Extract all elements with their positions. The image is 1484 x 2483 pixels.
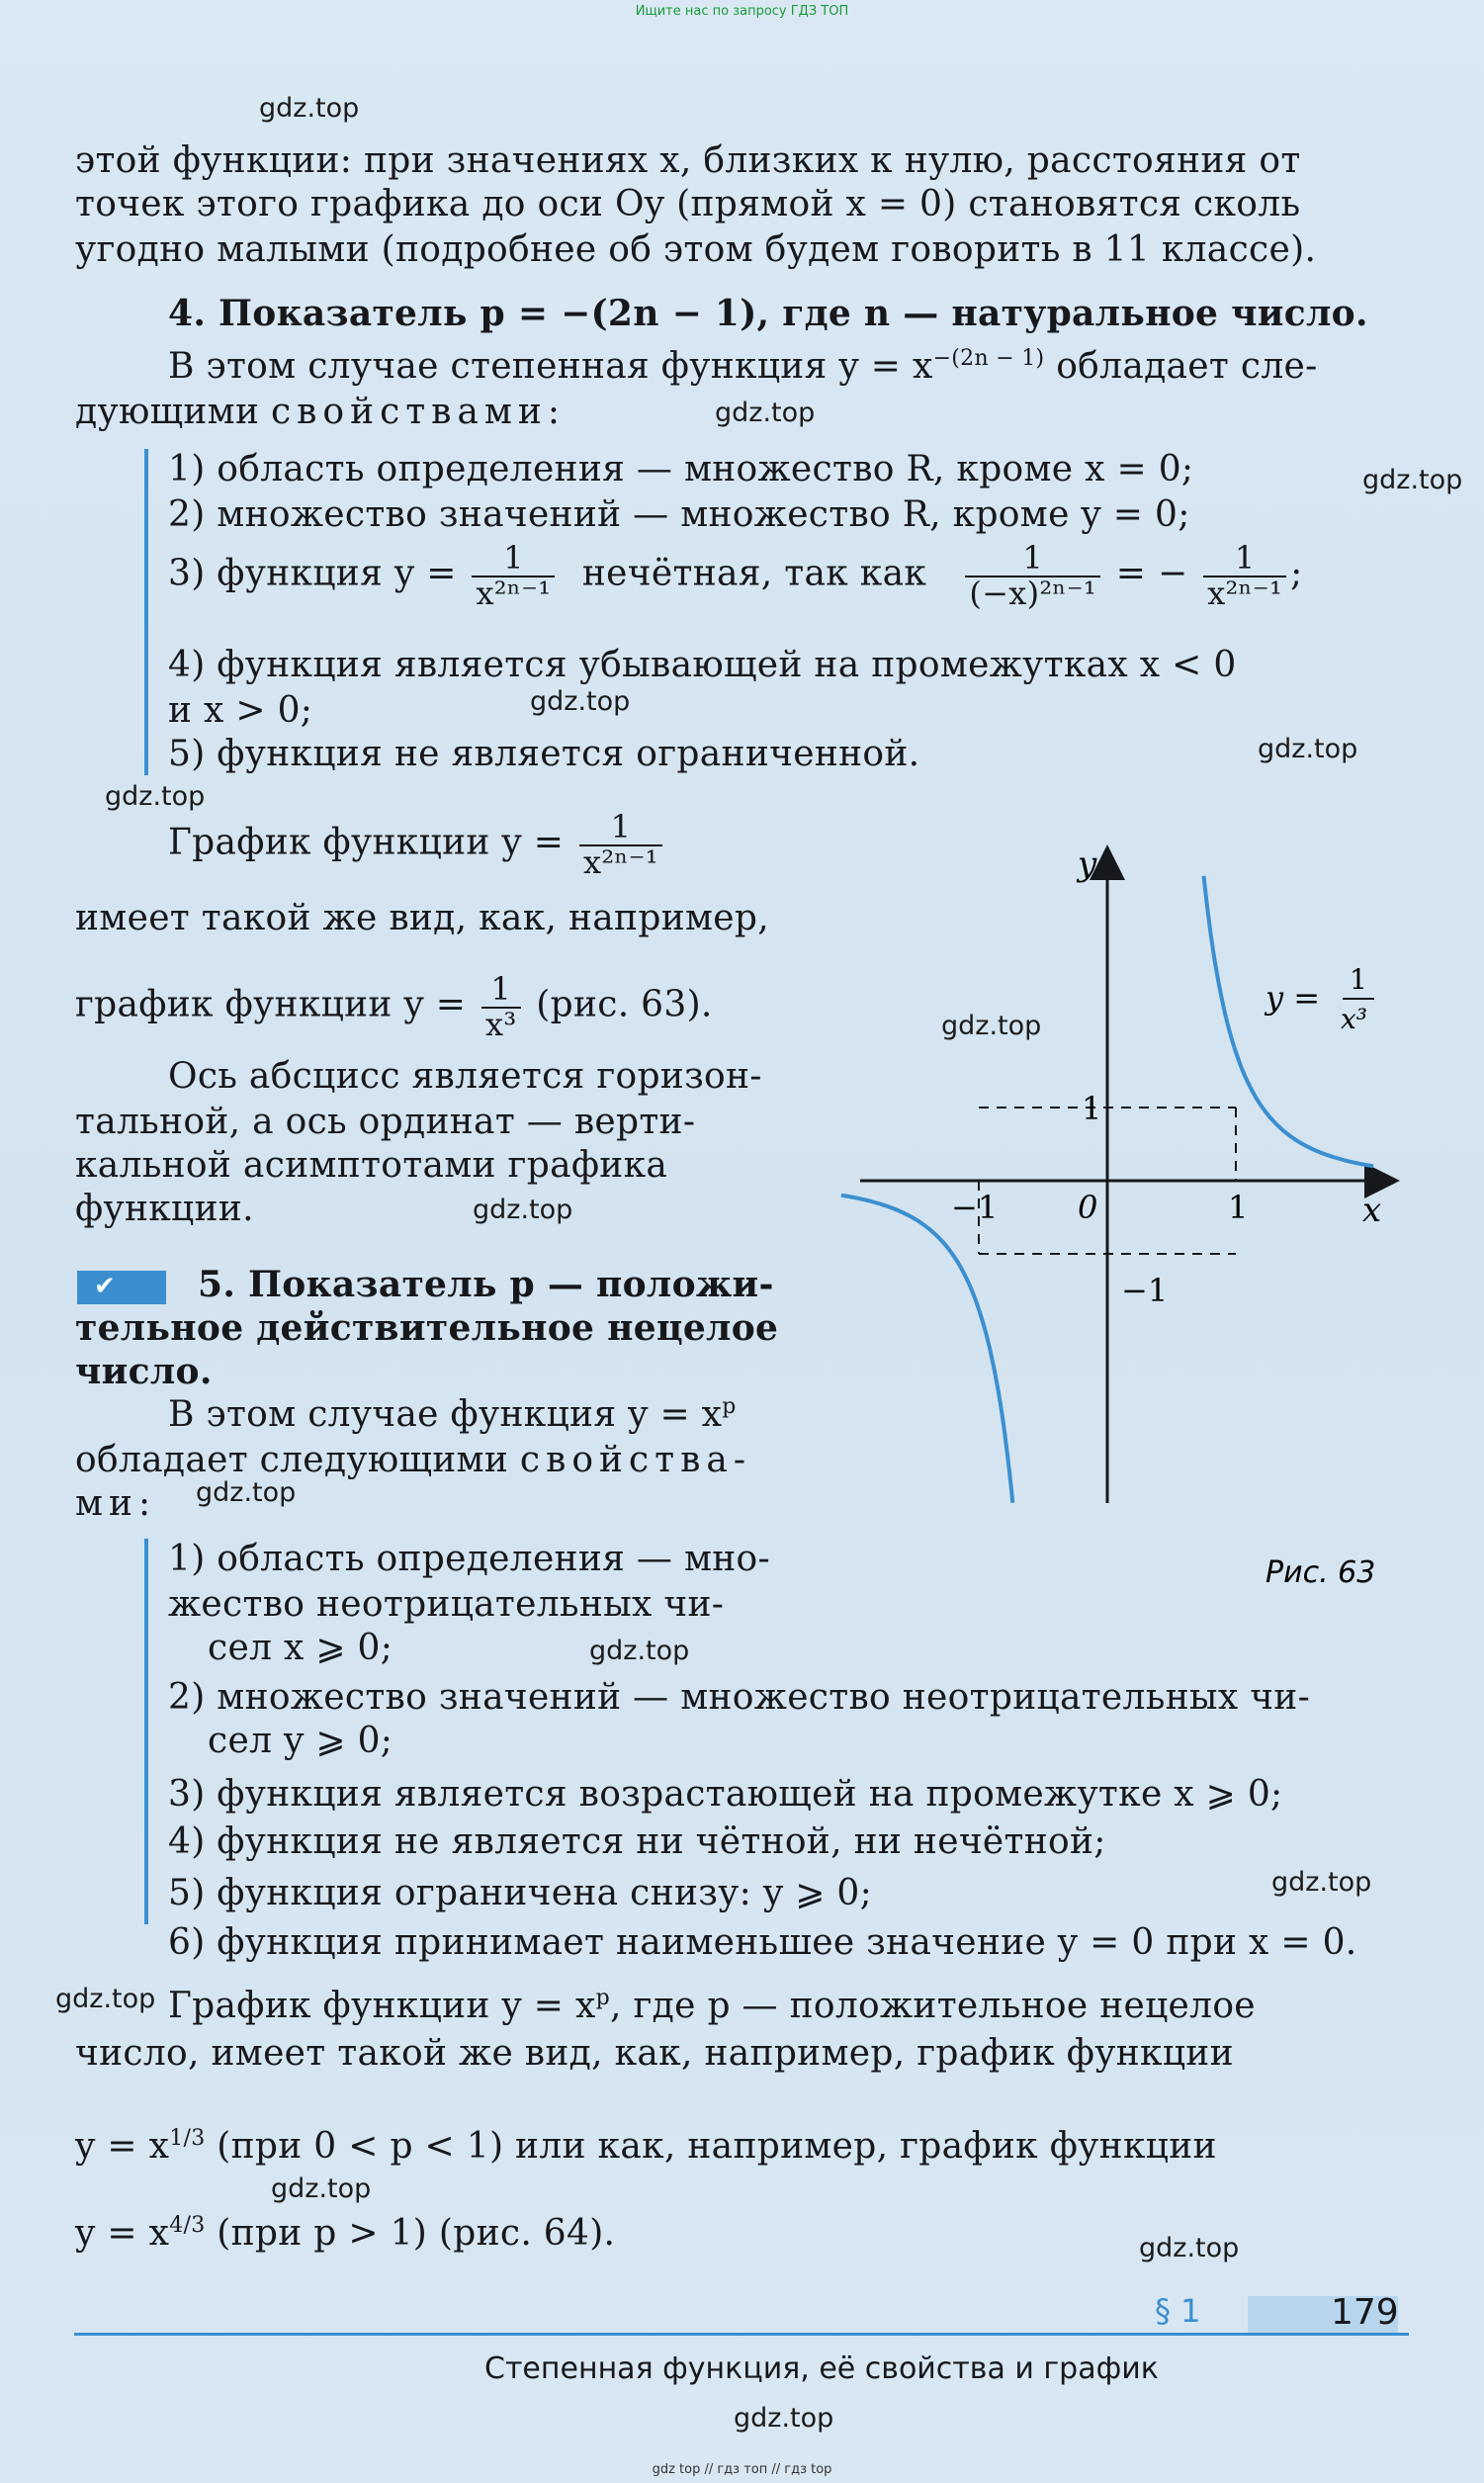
watermark: gdz.top: [1271, 1867, 1372, 1898]
tick-label: −1: [1121, 1272, 1169, 1309]
property-item: 3) функция является возрастающей на промежутке x ⩾ 0;: [168, 1774, 1283, 1815]
x-axis-label: x: [1362, 1191, 1382, 1230]
property-item: и x > 0;: [168, 690, 313, 731]
running-title: Степенная функция, её свойства и график: [484, 2351, 1159, 2386]
text-line: этой функции: при значениях x, близких к нулю, расстояния от: [75, 140, 1301, 181]
section-heading-4: 4. Показатель p = −(2n − 1), где n — натуральное число.: [168, 293, 1368, 334]
watermark: gdz.top: [473, 1195, 573, 1225]
top-banner[interactable]: Ищите нас по запросу ГДЗ ТОП: [635, 4, 849, 19]
curve-label: y =: [1266, 979, 1321, 1017]
text-line: ми:: [75, 1483, 157, 1524]
curve-label-den: x³: [1341, 1003, 1368, 1035]
text-line: кальной асимптотами графика: [75, 1145, 668, 1186]
property-item: 2) множество значений — множество R, кроме y = 0;: [168, 494, 1190, 535]
property-item: жество неотрицательных чи-: [168, 1584, 725, 1625]
figure-63: [840, 831, 1414, 1622]
property-item: 2) множество значений — множество неотрицательных чи-: [168, 1677, 1311, 1718]
watermark: gdz.top: [589, 1636, 690, 1666]
watermark: gdz.top: [55, 1984, 156, 2014]
text-line: Ось абсцисс является горизон-: [168, 1056, 762, 1097]
property-item: 4) функция является убывающей на промежутках x < 0: [168, 645, 1237, 685]
bottom-banner[interactable]: gdz top // гдз топ // гдз top: [652, 2462, 832, 2477]
watermark: gdz.top: [1362, 465, 1463, 495]
fraction: $\frac{1}{\text{x²ⁿ⁻¹}}$: [579, 811, 662, 879]
text-line: $y = x^{1/3}$ (при 0 < p < 1) или как, например, график функции: [75, 2126, 1217, 2167]
fraction: $\frac{1}{\text{x²ⁿ⁻¹}}$: [472, 542, 555, 610]
section-heading-5: число.: [75, 1351, 213, 1392]
property-item: 5) функция не является ограниченной.: [168, 734, 920, 774]
text-line: В этом случае степенная функция $y = x^{-(2n - 1)}$ обладает сле-: [168, 346, 1318, 387]
properties-bar: [144, 449, 148, 775]
text-line: В этом случае функция $y = x^p$: [168, 1394, 737, 1435]
watermark: gdz.top: [715, 398, 816, 428]
fraction: $\frac{1}{\text{x²ⁿ⁻¹}}$: [1203, 542, 1286, 610]
watermark: gdz.top: [1139, 2233, 1240, 2263]
properties-bar: [144, 1539, 148, 1924]
text-line: График функции $y = x^p$, где p — положительное нецелое: [168, 1986, 1256, 2026]
text-line: $y = x^{4/3}$ (при p > 1) (рис. 64).: [75, 2213, 616, 2254]
property-item: 1) область определения — мно-: [168, 1539, 770, 1579]
watermark: gdz.top: [196, 1477, 297, 1508]
watermark: gdz.top: [941, 1011, 1042, 1041]
text-line: дующими свойствами:: [75, 392, 567, 432]
page-number: 179: [1331, 2292, 1399, 2333]
watermark: gdz.top: [530, 686, 631, 717]
tick-label: −1: [951, 1189, 999, 1226]
figure-caption: Рис. 63: [1266, 1555, 1376, 1590]
watermark: gdz.top: [105, 781, 206, 812]
section-marker: § 1: [1155, 2292, 1201, 2330]
checkmark-icon: ✔: [94, 1272, 116, 1301]
curve-negative: [841, 1196, 1012, 1503]
text-line: тальной, а ось ординат — верти-: [75, 1102, 696, 1142]
property-item: 1) область определения — множество R, кроме x = 0;: [168, 449, 1194, 489]
fraction: $\frac{1}{\text{(−x)²ⁿ⁻¹}}$: [965, 542, 1100, 610]
y-axis-label: y: [1078, 844, 1097, 884]
tick-label: 1: [1228, 1189, 1249, 1226]
origin-label: 0: [1078, 1189, 1098, 1226]
text-line: угодно малыми (подробнее об этом будем говорить в 11 классе).: [75, 229, 1317, 270]
text-line: число, имеет такой же вид, как, например, график функции: [75, 2033, 1234, 2074]
watermark: gdz.top: [271, 2173, 372, 2204]
text-line: функции.: [75, 1189, 254, 1229]
curve-label-num: 1: [1350, 963, 1367, 996]
text-line: График функции y = $\frac{1}{\text{x²ⁿ⁻¹}}$: [168, 811, 666, 879]
text-line: график функции y = $\frac{1}{\text{x³}}$ (рис. 63).: [75, 970, 713, 1043]
watermark: gdz.top: [259, 93, 360, 124]
section-heading-5: 5. Показатель p — положи-: [198, 1264, 774, 1305]
advanced-marker: [77, 1271, 166, 1304]
property-item: сел x ⩾ 0;: [208, 1628, 393, 1668]
property-item: 3) функция y = $\frac{1}{\text{x²ⁿ⁻¹}}$ нечётная, так как $\frac{1}{\text{(−x)²ⁿ⁻¹}}$ = − $\frac{1}{\text{x²ⁿ⁻¹}}$ ;: [168, 539, 1303, 612]
tick-label: 1: [1082, 1090, 1102, 1127]
watermark: gdz.top: [1258, 734, 1358, 764]
watermark: gdz.top: [734, 2403, 834, 2434]
fraction: $\frac{1}{\text{x³}}$: [481, 973, 520, 1041]
text-line: точек этого графика до оси Oy (прямой x = 0) становятся сколь: [75, 184, 1301, 224]
text-line: обладает следующими свойства-: [75, 1440, 751, 1480]
property-item: 4) функция не является ни чётной, ни нечётной;: [168, 1821, 1106, 1862]
property-item: 5) функция ограничена снизу: y ⩾ 0;: [168, 1873, 873, 1913]
section-heading-5: тельное действительное нецелое: [75, 1307, 779, 1349]
property-item: 6) функция принимает наименьшее значение y = 0 при x = 0.: [168, 1922, 1357, 1963]
text-line: имеет такой же вид, как, например,: [75, 898, 769, 938]
footer-rule: [74, 2333, 1409, 2336]
property-item: сел y ⩾ 0;: [208, 1721, 393, 1761]
